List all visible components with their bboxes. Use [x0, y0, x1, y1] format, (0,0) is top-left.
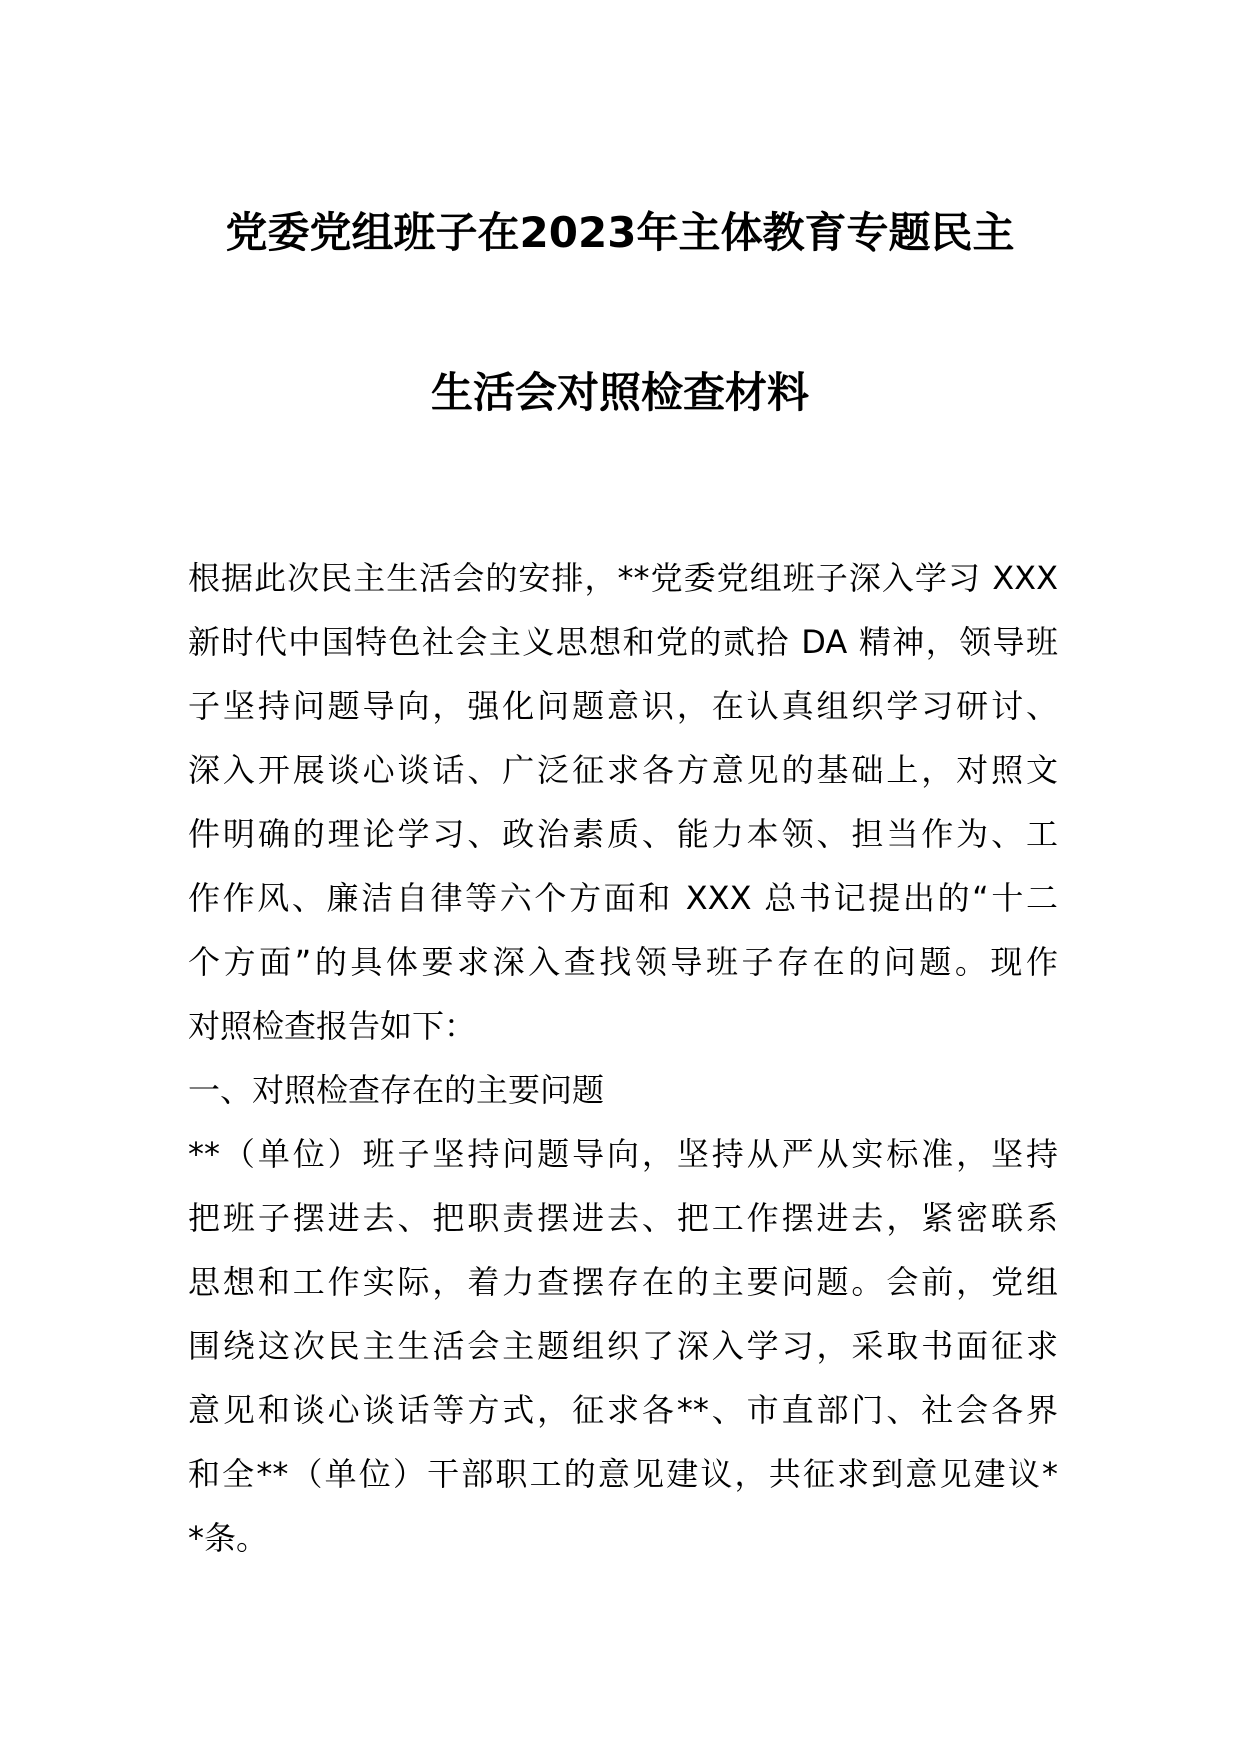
text-line: 根据此次民主生活会的安排，**党委党组班子深入学习 XXX	[188, 559, 1058, 597]
text-line: 围绕这次民主生活会主题组织了深入学习，采取书面征求	[188, 1327, 1058, 1365]
section-heading	[188, 1058, 1058, 1122]
text-line: *条。	[188, 1519, 269, 1557]
text-line: 和全**（单位）干部职工的意见建议，共征求到意见建议*	[188, 1455, 1058, 1493]
text-line: 个方面”的具体要求深入查找领导班子存在的问题。现作	[188, 943, 1058, 981]
document-title-line-1: 党委党组班子在2023年主体教育专题民主	[225, 208, 1015, 257]
paragraph-problems	[188, 1122, 1058, 1570]
text-line: 新时代中国特色社会主义思想和党的贰拾 DA 精神，领导班	[188, 623, 1058, 661]
text-line: 把班子摆进去、把职责摆进去、把工作摆进去，紧密联系	[188, 1199, 1058, 1237]
text-line: 对照检查报告如下：	[188, 1007, 477, 1045]
text-line: 意见和谈心谈话等方式，征求各**、市直部门、社会各界	[188, 1391, 1058, 1429]
section-heading-text: 一、对照检查存在的主要问题	[188, 1071, 605, 1109]
paragraph-intro	[188, 546, 1058, 1058]
text-line: **（单位）班子坚持问题导向，坚持从严从实标准，坚持	[188, 1135, 1058, 1173]
text-line: 件明确的理论学习、政治素质、能力本领、担当作为、工	[188, 815, 1058, 853]
document-body	[188, 546, 1058, 1570]
text-line: 子坚持问题导向，强化问题意识，在认真组织学习研讨、	[188, 687, 1058, 725]
document-title-line-2: 生活会对照检查材料	[430, 368, 809, 417]
text-line: 作作风、廉洁自律等六个方面和 XXX 总书记提出的“十二	[188, 879, 1058, 917]
text-line: 思想和工作实际，着力查摆存在的主要问题。会前，党组	[188, 1263, 1058, 1301]
text-line: 深入开展谈心谈话、广泛征求各方意见的基础上，对照文	[188, 751, 1058, 789]
